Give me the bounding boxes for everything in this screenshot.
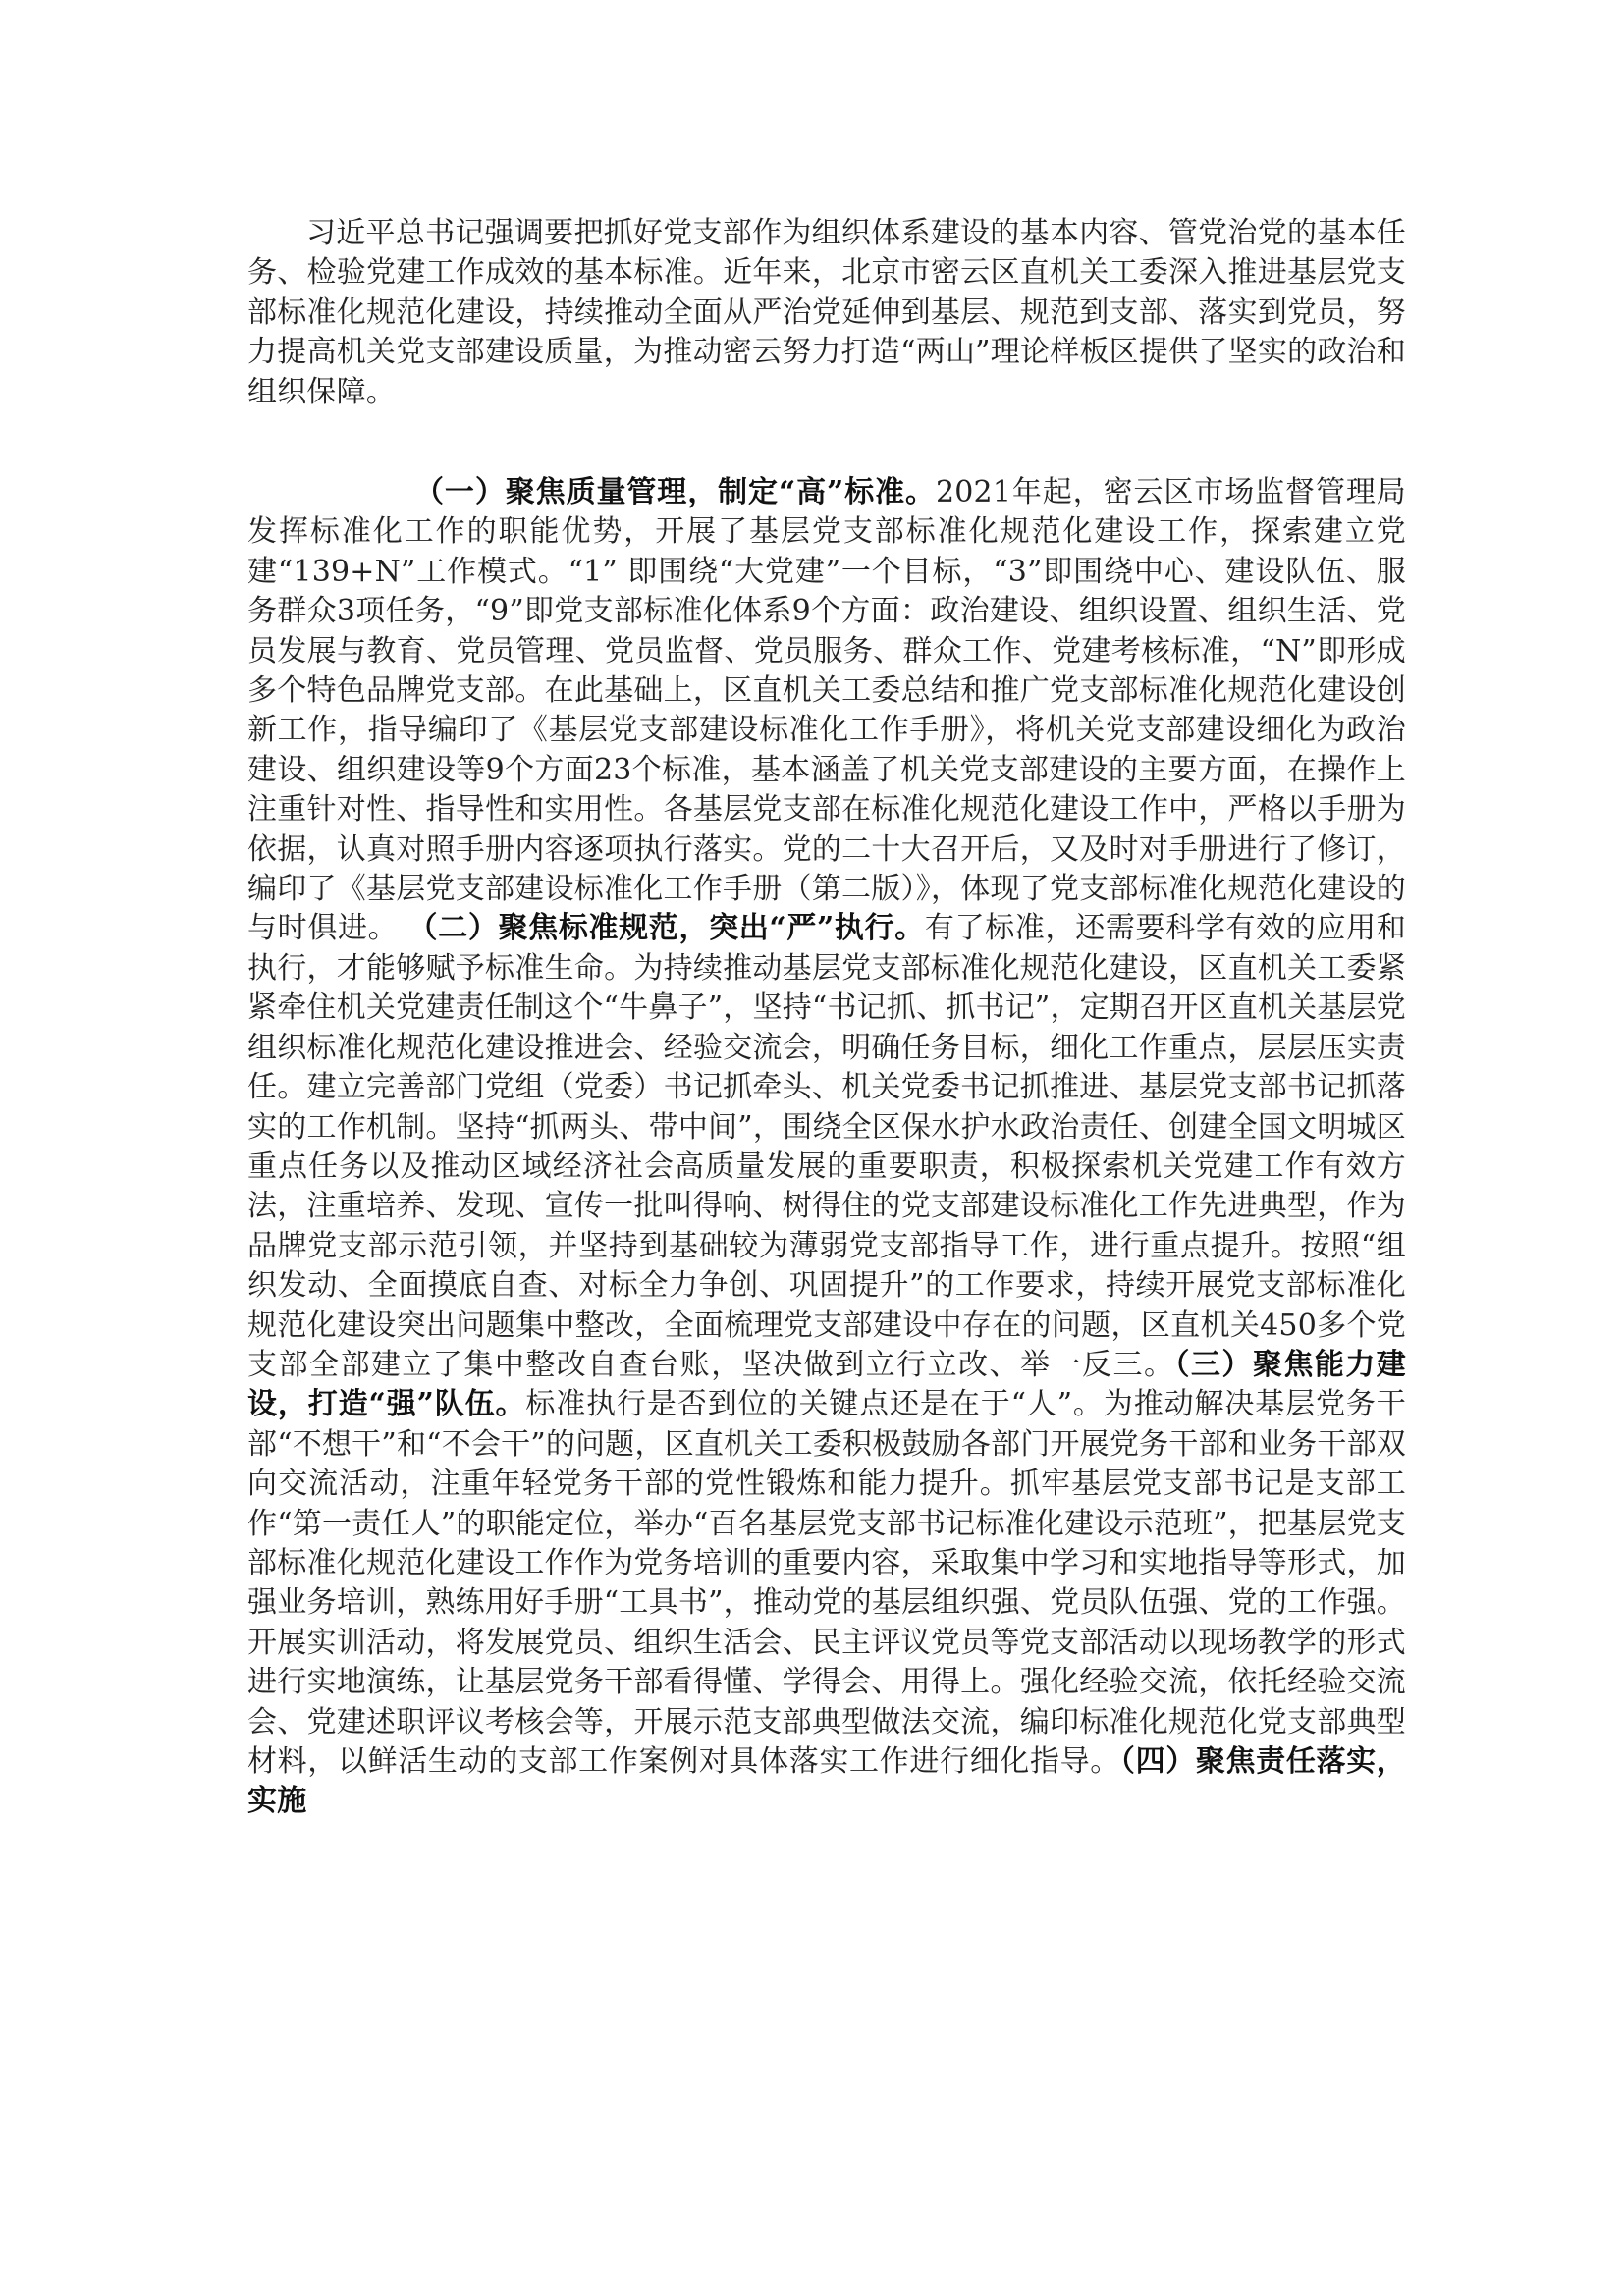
intro-paragraph: 习近平总书记强调要把抓好党支部作为组织体系建设的基本内容、管党治党的基本任务、检验党建工作成效的基本标准。近年来，北京市密云区直机关工委深入推进基层党支部标准化规范化建设，持续推动全面从严治党延伸到基层、规范到支部、落实到党员，努力提高机关党支部建设质量，为推动密云努力打造“两山”理论样板区提供了坚实的政治和组织保障。 [247,216,1406,409]
section-heading-1: （一）聚焦质量管理，制定“高”标准。 [414,475,936,509]
section-heading-2: （二）聚焦标准规范，突出“严”执行。 [407,911,925,946]
section-body-2: 有了标准，还需要科学有效的应用和执行，才能够赋予标准生命。为持续推动基层党支部标准化规范化建设，区直机关工委紧紧牵住机关党建责任制这个“牛鼻子”，坚持“书记抓、抓书记”，定期召开区直机关基层党组织标准化规范化建设推进会、经验交流会，明确任务目标，细化工作重点，层层压实责任。建立完善部门党组（党委）书记抓牵头、机关党委书记抓推进、基层党支部书记抓落实的工作机制。坚持“抓两头、带中间”，围绕全区保水护水政治责任、创建全国文明城区重点任务以及推动区域经济社会高质量发展的重要职责，积极探索机关党建工作有效方法，注重培养、发现、宣传一批叫得响、树得住的党支部建设标准化工作先进典型，作为品牌党支部示范引领，并坚持到基础较为薄弱党支部指导工作，进行重点提升。按照“组织发动、全面摸底自查、对标全力争创、巩固提升”的工作要求，持续开展党支部标准化规范化建设突出问题集中整改，全面梳理党支部建设中存在的问题，区直机关450多个党支部全部建立了集中整改自查台账，坚决做到立行立改、举一反三。 [247,911,1406,1382]
main-paragraph [247,473,1406,1822]
section-heading-3: （三）聚焦能力建设，打造“强”队伍。 [247,1347,1407,1422]
section-body-1: 2021年起，密云区市场监督管理局发挥标准化工作的职能优势，开展了基层党支部标准化规范化建设工作，探索建立党建“139+N”工作模式。“1” 即围绕“大党建”一个目标，“3”即围绕中心、建设队伍、服务群众3项任务，“9”即党支部标准化体系9个方面：政治建设、组织设置、组织生活、党员发展与教育、党员管理、党员监督、党员服务、群众工作、党建考核标准，“N”即形成多个特色品牌党支部。在此基础上，区直机关工委总结和推广党支部标准化规范化建设创新工作，指导编印了《基层党支部建设标准化工作手册》，将机关党支部建设细化为政治建设、组织建设等9个方面23个标准，基本涵盖了机关党支部建设的主要方面，在操作上注重针对性、指导性和实用性。各基层党支部在标准化规范化建设工作中，严格以手册为依据，认真对照手册内容逐项执行落实。党的二十大召开后，又及时对手册进行了修订，编印了《基层党支部建设标准化工作手册（第二版）》，体现了党支部标准化规范化建设的与时俱进。 [247,475,1406,946]
section-heading-4: （四）聚焦责任落实，实施 [247,1744,1406,1819]
section-body-3: 标准执行是否到位的关键点还是在于“人”。为推动解决基层党务干部“不想干”和“不会干”的问题，区直机关工委积极鼓励各部门开展党务干部和业务干部双向交流活动，注重年轻党务干部的党性锻炼和能力提升。抓牢基层党支部书记是支部工作“第一责任人”的职能定位，举办“百名基层党支部书记标准化建设示范班”，把基层党支部标准化规范化建设工作作为党务培训的重要内容，采取集中学习和实地指导等形式，加强业务培训，熟练用好手册“工具书”，推动党的基层组织强、党员队伍强、党的工作强。开展实训活动，将发展党员、组织生活会、民主评议党员等党支部活动以现场教学的形式进行实地演练，让基层党务干部看得懂、学得会、用得上。强化经验交流，依托经验交流会、党建述职评议考核会等，开展示范支部典型做法交流，编印标准化规范化党支部典型材料，以鲜活生动的支部工作案例对具体落实工作进行细化指导。 [247,1387,1406,1779]
